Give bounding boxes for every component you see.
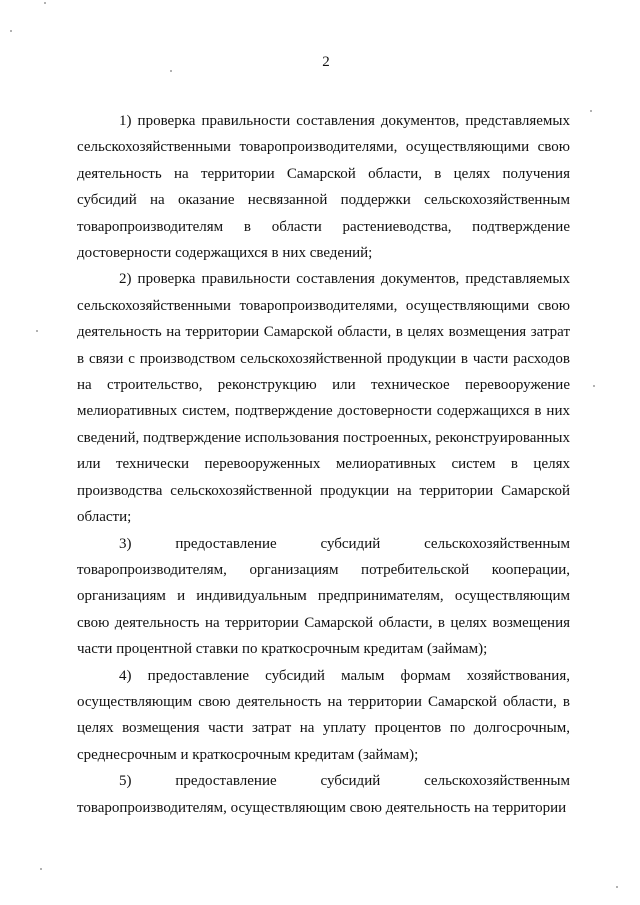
scan-speck	[616, 886, 618, 888]
list-item-4: 4) предоставление субсидий малым формам хозяйствования, осуществляющим свою деятельность на территории Самарской области, в целях возмещения части затрат на уплату процентов по долгосрочным, среднесрочным и краткосрочным кредитам (займам);	[77, 667, 570, 763]
scan-speck	[40, 868, 42, 870]
list-item-5: 5) предоставление субсидий сельскохозяйственным товаропроизводителям, осуществляющим свою деятельность на территории	[77, 773, 570, 816]
document-body	[77, 108, 570, 821]
scan-speck	[10, 30, 12, 32]
scan-speck	[36, 330, 38, 332]
list-item-3: 3) предоставление субсидий сельскохозяйственным товаропроизводителям, организациям потребительской кооперации, организациям и индивидуальным предпринимателям, осуществляющим свою деятельность на территории Самарской области, в целях возмещения части процентной ставки по краткосрочным кредитам (займам);	[77, 535, 570, 658]
scan-speck	[44, 2, 46, 4]
scan-speck	[593, 385, 595, 387]
scan-speck	[170, 70, 172, 72]
list-item-1: 1) проверка правильности составления документов, представляемых сельскохозяйственными товаропроизводителями, осуществляющими свою деятельность на территории Самарской области, в целях получения субсидий на оказание несвязанной поддержки сельскохозяйственным товаропроизводителям в области растениеводства, подтверждение достоверности содержащихся в них сведений;	[77, 113, 570, 262]
page-number: 2	[322, 54, 330, 70]
scan-speck	[590, 110, 592, 112]
list-item-2: 2) проверка правильности составления документов, представляемых сельскохозяйственными товаропроизводителями, осуществляющими свою деятельность на территории Самарской области, в целях возмещения затрат в связи с производством сельскохозяйственной продукции в части расходов на строительство, реконструкцию или техническое перевооружение мелиоративных систем, подтверждение достоверности содержащихся в них сведений, подтверждение использования построенных, реконструированных или технически перевооруженных мелиоративных систем в целях производства сельскохозяйственной продукции на территории Самарской области;	[77, 271, 570, 526]
